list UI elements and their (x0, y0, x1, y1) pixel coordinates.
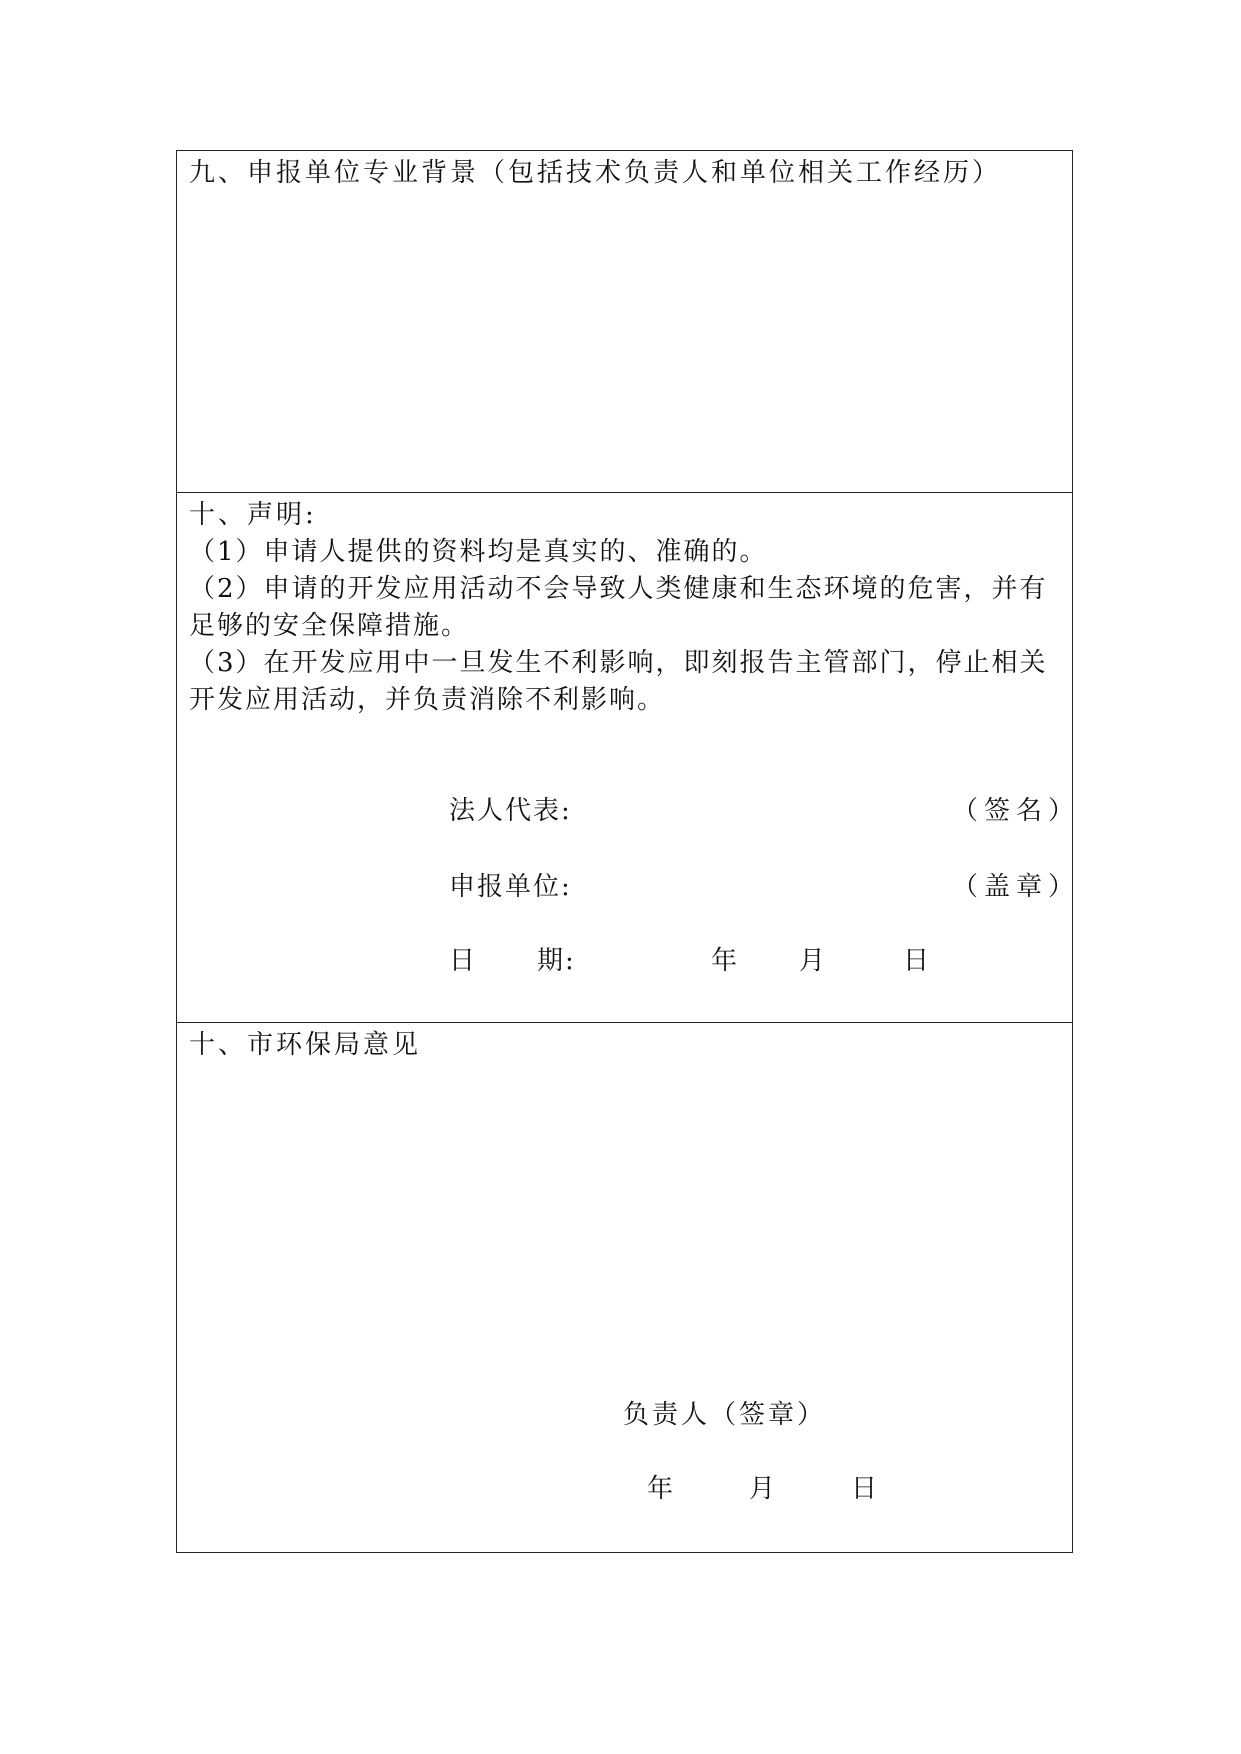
declaration-item-3: （3）在开发应用中一旦发生不利影响，即刻报告主管部门，停止相关开发应用活动，并负责消除不利影响。 (189, 648, 1048, 715)
responsible-person-label: 负责人（签章） (623, 1400, 827, 1430)
declaration-item-2: （2）申请的开发应用活动不会导致人类健康和生态环境的危害，并有足够的安全保障措施。 (189, 574, 1048, 641)
opinion-date-month: 月 (749, 1474, 779, 1504)
section-bureau-opinion (177, 1023, 1072, 1554)
application-form-table (176, 150, 1081, 1553)
date-month-label: 月 (799, 946, 828, 976)
section-10-heading: 十、声明: (189, 500, 317, 530)
date-label-ri: 日 (449, 946, 478, 976)
section-11-heading: 十、市环保局意见 (189, 1030, 422, 1060)
applicant-unit-label: 申报单位: (449, 872, 572, 902)
signature-note: （签名） (952, 796, 1081, 826)
section-professional-background (177, 151, 1072, 493)
section-declaration (177, 493, 1081, 1023)
date-year-label: 年 (711, 946, 740, 976)
declaration-item-1: （1）申请人提供的资料均是真实的、准确的。 (189, 537, 768, 567)
section-9-heading: 九、申报单位专业背景（包括技术负责人和单位相关工作经历） (189, 158, 1002, 188)
opinion-date-day: 日 (851, 1474, 881, 1504)
date-label-qi: 期: (537, 946, 576, 976)
seal-note: （盖章） (952, 872, 1081, 902)
legal-representative-label: 法人代表: (449, 796, 572, 826)
opinion-date-year: 年 (647, 1474, 677, 1504)
date-day-label: 日 (903, 946, 932, 976)
